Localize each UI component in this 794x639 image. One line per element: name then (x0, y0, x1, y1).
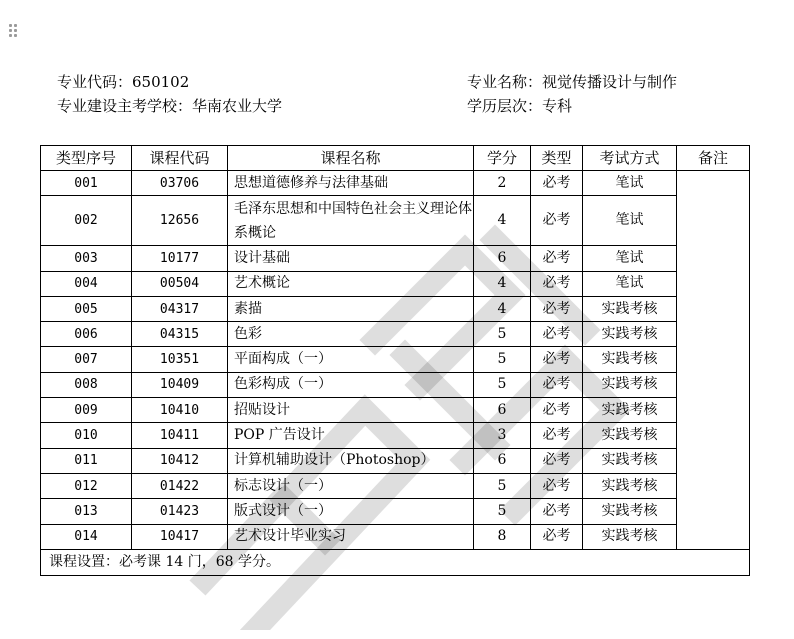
host-school: 专业建设主考学校：华南农业大学 (57, 97, 283, 115)
cell-name: 标志设计（一） (228, 473, 474, 498)
cell-name: 色彩 (228, 322, 474, 347)
cell-credit: 5 (474, 473, 531, 498)
cell-type: 必考 (531, 347, 583, 372)
cell-seq: 005 (41, 296, 132, 321)
cell-credit: 6 (474, 246, 531, 271)
cell-type: 必考 (531, 171, 583, 196)
cell-type: 必考 (531, 296, 583, 321)
cell-name: 艺术概论 (228, 271, 474, 296)
cell-seq: 012 (41, 473, 132, 498)
cell-credit: 2 (474, 171, 531, 196)
table-footer-row (41, 549, 750, 575)
cell-seq: 003 (41, 246, 132, 271)
table-row (41, 372, 750, 397)
cell-seq: 001 (41, 171, 132, 196)
cell-code: 10410 (132, 398, 228, 423)
cell-name: 招贴设计 (228, 398, 474, 423)
cell-name: 计算机辅助设计（Photoshop） (228, 448, 474, 473)
cell-credit: 4 (474, 296, 531, 321)
cell-type: 必考 (531, 322, 583, 347)
cell-code: 10411 (132, 423, 228, 448)
cell-credit: 3 (474, 423, 531, 448)
cell-exam: 实践考核 (583, 347, 677, 372)
cell-name: 设计基础 (228, 246, 474, 271)
course-table (40, 145, 750, 576)
cell-type: 必考 (531, 473, 583, 498)
cell-exam: 笔试 (583, 271, 677, 296)
cell-seq: 002 (41, 196, 132, 246)
cell-exam: 实践考核 (583, 322, 677, 347)
cell-credit: 5 (474, 322, 531, 347)
cell-exam: 实践考核 (583, 398, 677, 423)
table-row (41, 473, 750, 498)
cell-credit: 5 (474, 347, 531, 372)
cell-seq: 004 (41, 271, 132, 296)
cell-name: 艺术设计毕业实习 (228, 524, 474, 549)
cell-seq: 006 (41, 322, 132, 347)
cell-credit: 4 (474, 196, 531, 246)
table-row (41, 398, 750, 423)
table-row (41, 524, 750, 549)
table-row (41, 499, 750, 524)
cell-seq: 010 (41, 423, 132, 448)
cell-code: 10351 (132, 347, 228, 372)
table-row (41, 347, 750, 372)
cell-exam: 实践考核 (583, 524, 677, 549)
cell-name: 版式设计（一） (228, 499, 474, 524)
major-code: 专业代码：650102 (57, 73, 190, 91)
cell-exam: 笔试 (583, 196, 677, 246)
table-row (41, 322, 750, 347)
cell-code: 04315 (132, 322, 228, 347)
table-row (41, 246, 750, 271)
cell-exam: 实践考核 (583, 372, 677, 397)
cell-seq: 007 (41, 347, 132, 372)
cell-exam: 笔试 (583, 246, 677, 271)
cell-credit: 6 (474, 448, 531, 473)
cell-code: 01422 (132, 473, 228, 498)
col-header-exam: 考试方式 (583, 146, 677, 171)
cell-credit: 8 (474, 524, 531, 549)
cell-type: 必考 (531, 398, 583, 423)
col-header-code: 课程代码 (132, 146, 228, 171)
cell-credit: 4 (474, 271, 531, 296)
cell-seq: 014 (41, 524, 132, 549)
cell-type: 必考 (531, 246, 583, 271)
table-row (41, 423, 750, 448)
cell-exam: 实践考核 (583, 499, 677, 524)
cell-credit: 5 (474, 372, 531, 397)
table-row (41, 448, 750, 473)
education-level: 学历层次：专科 (467, 97, 573, 115)
cell-code: 12656 (132, 196, 228, 246)
cell-exam: 实践考核 (583, 448, 677, 473)
cell-name: 思想道德修养与法律基础 (228, 171, 474, 196)
cell-exam: 实践考核 (583, 296, 677, 321)
cell-type: 必考 (531, 196, 583, 246)
cell-seq: 013 (41, 499, 132, 524)
table-row (41, 171, 750, 196)
table-row (41, 271, 750, 296)
course-summary: 课程设置：必考课 14 门，68 学分。 (41, 549, 750, 575)
cell-note (677, 171, 750, 550)
cell-type: 必考 (531, 372, 583, 397)
col-header-note: 备注 (677, 146, 750, 171)
col-header-name: 课程名称 (228, 146, 474, 171)
cell-type: 必考 (531, 524, 583, 549)
cell-code: 10177 (132, 246, 228, 271)
cell-name: POP 广告设计 (228, 423, 474, 448)
cell-name: 色彩构成（一） (228, 372, 474, 397)
cell-seq: 009 (41, 398, 132, 423)
col-header-credit: 学分 (474, 146, 531, 171)
cell-code: 03706 (132, 171, 228, 196)
cell-type: 必考 (531, 448, 583, 473)
table-header-row (41, 146, 750, 171)
cell-type: 必考 (531, 423, 583, 448)
cell-exam: 笔试 (583, 171, 677, 196)
cell-code: 10417 (132, 524, 228, 549)
table-row (41, 296, 750, 321)
col-header-seq: 类型序号 (41, 146, 132, 171)
cell-credit: 5 (474, 499, 531, 524)
cell-credit: 6 (474, 398, 531, 423)
col-header-type: 类型 (531, 146, 583, 171)
cell-name: 毛泽东思想和中国特色社会主义理论体系概论 (228, 196, 474, 246)
cell-seq: 011 (41, 448, 132, 473)
major-name: 专业名称：视觉传播设计与制作 (467, 73, 678, 91)
cell-code: 10412 (132, 448, 228, 473)
drag-handle-icon[interactable] (9, 24, 19, 38)
table-row (41, 196, 750, 246)
cell-code: 04317 (132, 296, 228, 321)
cell-code: 00504 (132, 271, 228, 296)
cell-exam: 实践考核 (583, 473, 677, 498)
cell-seq: 008 (41, 372, 132, 397)
cell-exam: 实践考核 (583, 423, 677, 448)
cell-code: 01423 (132, 499, 228, 524)
cell-name: 平面构成（一） (228, 347, 474, 372)
cell-name: 素描 (228, 296, 474, 321)
cell-code: 10409 (132, 372, 228, 397)
cell-type: 必考 (531, 499, 583, 524)
cell-type: 必考 (531, 271, 583, 296)
